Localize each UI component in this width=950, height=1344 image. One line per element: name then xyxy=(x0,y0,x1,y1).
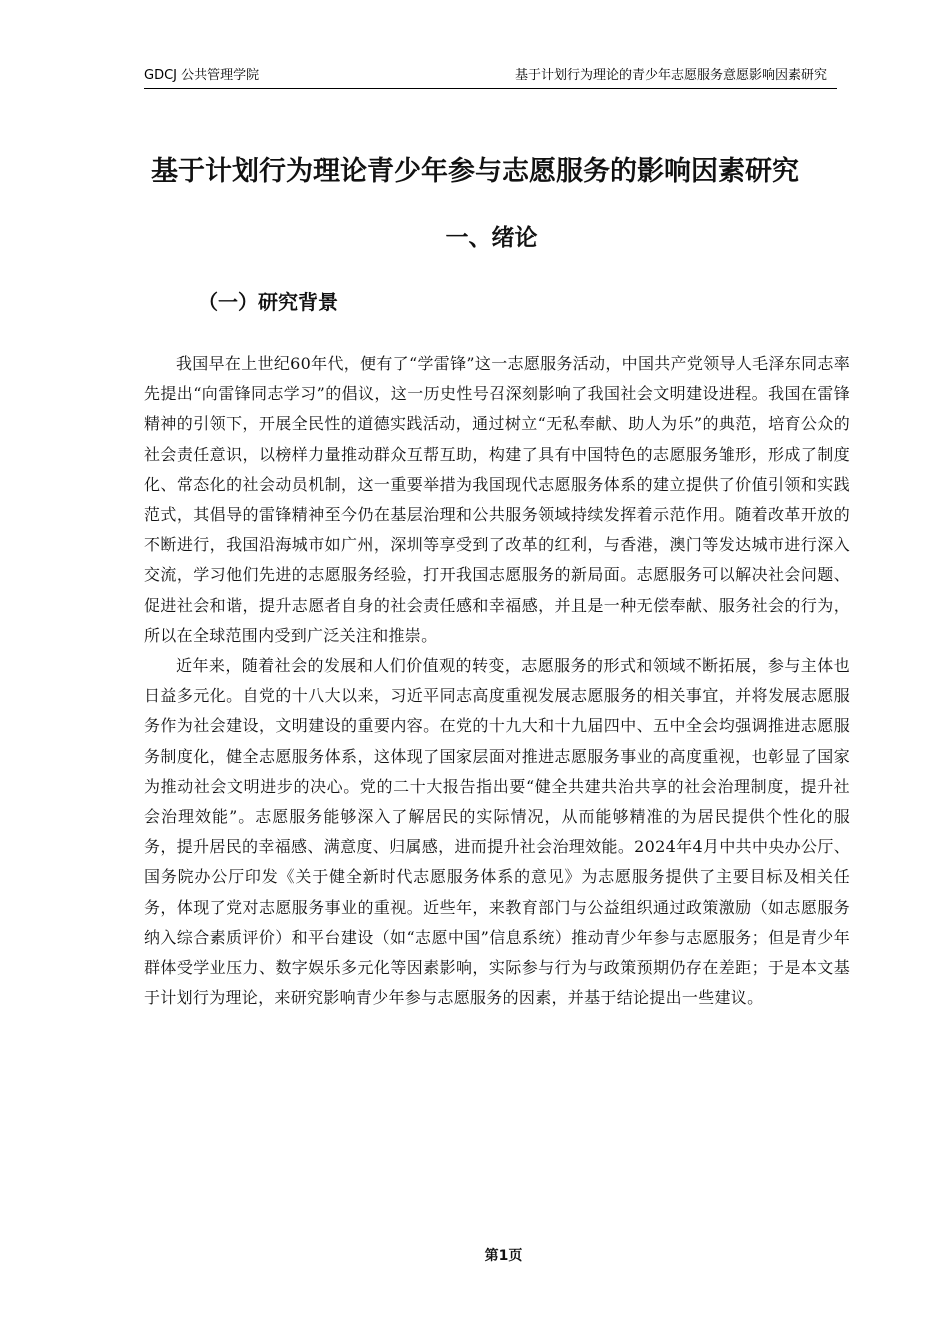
header-institution: GDCJ 公共管理学院 xyxy=(144,68,260,83)
chapter-heading: 一、绪论 xyxy=(445,225,538,251)
page-header xyxy=(144,66,837,89)
paragraph: 近年来，随着社会的发展和人们价值观的转变，志愿服务的形式和领域不断拓展，参与主体也日益多元化。自党的十八大以来，习近平同志高度重视发展志愿服务的相关事宜，并将发展志愿服务作为社会建设，文明建设的重要内容。在党的十九大和十九届四中、五中全会均强调推进志愿服务制度化，健全志愿服务体系，这体现了国家层面对推进志愿服务事业的高度重视，也彰显了国家为推动社会文明进步的决心。党的二十大报告指出要“健全共建共治共享的社会治理制度，提升社会治理效能”。志愿服务能够深入了解居民的实际情况，从而能够精准的为居民提供个性化的服务，提升居民的幸福感、满意度、归属感，进而提升社会治理效能。2024年4月中共中央办公厅、国务院办公厅印发《关于健全新时代志愿服务体系的意见》为志愿服务提供了主要目标及相关任务，体现了党对志愿服务事业的重视。近些年，来教育部门与公益组织通过政策激励（如志愿服务纳入综合素质评价）和平台建设（如“志愿中国”信息系统）推动青少年参与志愿服务；但是青少年群体受学业压力、数字娱乐多元化等因素影响，实际参与行为与政策预期仍存在差距；于是本文基于计划行为理论，来研究影响青少年参与志愿服务的因素，并基于结论提出一些建议。 xyxy=(144,656,850,1008)
body-text xyxy=(144,349,850,1013)
page-number: 第1页 xyxy=(484,1248,523,1264)
header-running-title: 基于计划行为理论的青少年志愿服务意愿影响因素研究 xyxy=(514,68,827,83)
paragraph: 我国早在上世纪60年代，便有了“学雷锋”这一志愿服务活动，中国共产党领导人毛泽东同志率先提出“向雷锋同志学习”的倡议，这一历史性号召深刻影响了我国社会文明建设进程。我国在雷锋精神的引领下，开展全民性的道德实践活动，通过树立“无私奉献、助人为乐”的典范，培育公众的社会责任意识，以榜样力量推动群众互帮互助，构建了具有中国特色的志愿服务雏形，形成了制度化、常态化的社会动员机制，这一重要举措为我国现代志愿服务体系的建立提供了价值引领和实践范式，其倡导的雷锋精神至今仍在基层治理和公共服务领域持续发挥着示范作用。随着改革开放的不断进行，我国沿海城市如广州，深圳等享受到了改革的红利，与香港，澳门等发达城市进行深入交流，学习他们先进的志愿服务经验，打开我国志愿服务的新局面。志愿服务可以解决社会问题、促进社会和谐，提升志愿者自身的社会责任感和幸福感，并且是一种无偿奉献、服务社会的行为，所以在全球范围内受到广泛关注和推崇。 xyxy=(144,354,850,645)
document-title: 基于计划行为理论青少年参与志愿服务的影响因素研究 xyxy=(151,156,799,187)
section-heading: （一）研究背景 xyxy=(198,290,338,314)
